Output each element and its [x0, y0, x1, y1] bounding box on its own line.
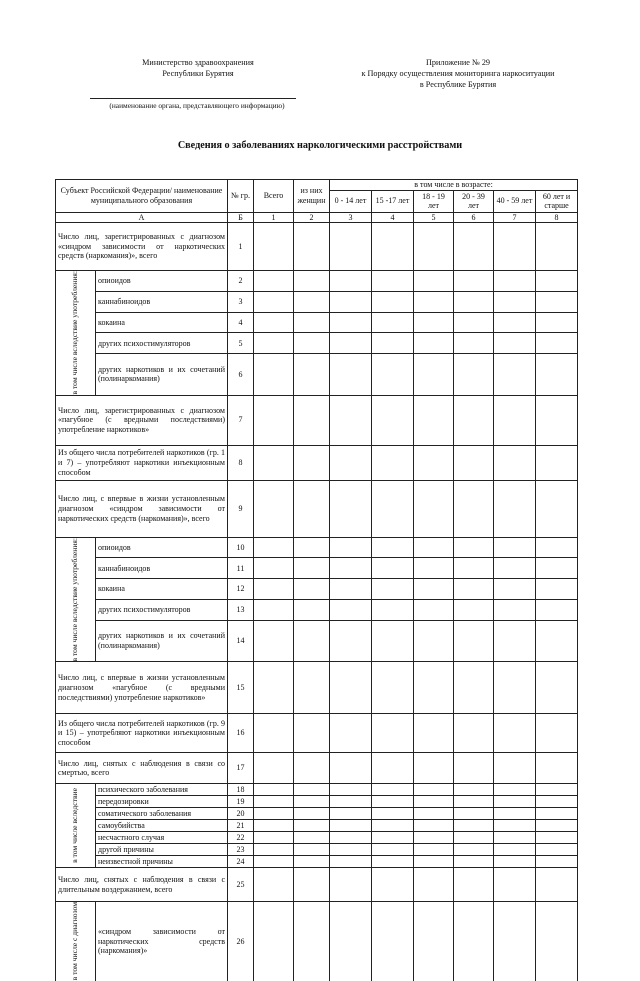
- ministry-line-2: Республики Бурятия: [162, 69, 234, 78]
- org-name-line: [90, 98, 296, 99]
- appendix-line-3: в Республике Бурятия: [419, 80, 497, 89]
- head-age-40-59: 40 - 59 лет: [494, 190, 536, 212]
- table-row: [56, 579, 578, 600]
- table-row: [56, 599, 578, 620]
- row-number: 26: [228, 902, 254, 981]
- row-label: опиоидов: [96, 271, 228, 292]
- ministry-line-1: Министерство здравоохранения: [142, 58, 254, 67]
- head-age-0-14: 0 - 14 лет: [330, 190, 372, 212]
- table-row: [56, 620, 578, 662]
- row-number: 18: [228, 784, 254, 796]
- row-label: Число лиц, с впервые в жизни установленным диагнозом «синдром зависимости от наркотических средств (наркомания)», всего: [56, 480, 228, 537]
- row-label: каннабиноидов: [96, 558, 228, 579]
- table-row: [56, 808, 578, 820]
- table-row: [56, 312, 578, 333]
- table-row: [56, 223, 578, 271]
- row-label: Из общего числа потребителей наркотиков (гр. 9 и 15) – употребляют наркотики инъекционным способом: [56, 714, 228, 753]
- row-number: 11: [228, 558, 254, 579]
- head-subject: Субъект Российской Федерации/ наименование муниципального образования: [56, 180, 228, 213]
- group-label-diagnosis: в том числе с диагнозом: [56, 902, 96, 981]
- row-number: 14: [228, 620, 254, 662]
- row-number: 19: [228, 796, 254, 808]
- col-letter: 7: [494, 212, 536, 223]
- row-number: 25: [228, 868, 254, 902]
- row-number: 20: [228, 808, 254, 820]
- row-number: 6: [228, 354, 254, 396]
- head-group-number: № гр.: [228, 180, 254, 213]
- col-letter: 6: [454, 212, 494, 223]
- col-letter: 5: [414, 212, 454, 223]
- row-label: Число лиц, зарегистрированных с диагнозом «пагубное (с вредными последствиями) употребление наркотиков»: [56, 395, 228, 445]
- row-label: психического заболевания: [96, 784, 228, 796]
- row-number: 17: [228, 753, 254, 784]
- table-row: [56, 354, 578, 396]
- row-number: 9: [228, 480, 254, 537]
- row-label: других наркотиков и их сочетаний (полинаркомания): [96, 620, 228, 662]
- row-number: 12: [228, 579, 254, 600]
- row-number: 22: [228, 832, 254, 844]
- table-row: [56, 856, 578, 868]
- row-number: 24: [228, 856, 254, 868]
- row-label: Число лиц, снятых с наблюдения в связи с длительным воздержанием, всего: [56, 868, 228, 902]
- row-number: 8: [228, 445, 254, 480]
- row-number: 16: [228, 714, 254, 753]
- table-row: [56, 796, 578, 808]
- row-number: 3: [228, 291, 254, 312]
- ministry-header: [108, 57, 288, 79]
- table-row: [56, 714, 578, 753]
- head-age-15-17: 15 -17 лет: [372, 190, 414, 212]
- row-number: 13: [228, 599, 254, 620]
- head-age-20-39: 20 - 39 лет: [454, 190, 494, 212]
- group-label-cause: в том числе вследствие: [56, 784, 96, 868]
- table-row: [56, 445, 578, 480]
- row-label: кокаина: [96, 579, 228, 600]
- table-row: [56, 844, 578, 856]
- row-number: 5: [228, 333, 254, 354]
- row-label: других психостимуляторов: [96, 333, 228, 354]
- row-label: Число лиц, снятых с наблюдения в связи со смертью, всего: [56, 753, 228, 784]
- row-number: 21: [228, 820, 254, 832]
- statistics-table: [55, 179, 578, 981]
- row-label: передозировки: [96, 796, 228, 808]
- appendix-header: [342, 57, 574, 90]
- col-letter: 4: [372, 212, 414, 223]
- row-label: кокаина: [96, 312, 228, 333]
- table-row: [56, 902, 578, 981]
- table-row: [56, 753, 578, 784]
- row-label: других психостимуляторов: [96, 599, 228, 620]
- group-label-usage-1: в том числе вследствие употребления:: [56, 271, 96, 396]
- row-label: другой причины: [96, 844, 228, 856]
- head-age-60-plus: 60 лет и старше: [536, 190, 578, 212]
- table-row: [56, 784, 578, 796]
- group-label-usage-2: в том числе вследствие употребления:: [56, 537, 96, 662]
- row-label: Число лиц, с впервые в жизни установленным диагнозом «пагубное (с вредными последствиями) употребление наркотиков»: [56, 662, 228, 714]
- row-label: неизвестной причины: [96, 856, 228, 868]
- table-row: [56, 395, 578, 445]
- col-letter: 8: [536, 212, 578, 223]
- row-label: «синдром зависимости от наркотических средств (наркомания)»: [96, 902, 228, 981]
- table-row: [56, 868, 578, 902]
- row-number: 10: [228, 537, 254, 558]
- table-row: [56, 558, 578, 579]
- row-label: несчастного случая: [96, 832, 228, 844]
- head-age-group: в том числе в возрасте:: [330, 180, 578, 191]
- table-row: [56, 333, 578, 354]
- row-label: соматического заболевания: [96, 808, 228, 820]
- row-number: 1: [228, 223, 254, 271]
- row-number: 15: [228, 662, 254, 714]
- head-total: Всего: [254, 180, 294, 213]
- col-letter: А: [56, 212, 228, 223]
- row-label: каннабиноидов: [96, 291, 228, 312]
- org-name-caption: (наименование органа, представляющего информацию): [109, 101, 285, 110]
- table-row: [56, 537, 578, 558]
- table-row: [56, 832, 578, 844]
- row-label: других наркотиков и их сочетаний (полинаркомания): [96, 354, 228, 396]
- row-number: 23: [228, 844, 254, 856]
- row-label: самоубийства: [96, 820, 228, 832]
- col-letter: 1: [254, 212, 294, 223]
- head-age-18-19: 18 - 19 лет: [414, 190, 454, 212]
- col-letter: Б: [228, 212, 254, 223]
- table-row: [56, 480, 578, 537]
- row-number: 4: [228, 312, 254, 333]
- appendix-line-1: Приложение № 29: [425, 58, 491, 67]
- row-number: 2: [228, 271, 254, 292]
- col-letter: 3: [330, 212, 372, 223]
- col-letter: 2: [294, 212, 330, 223]
- head-women: из них женщин: [294, 180, 330, 213]
- table-row: [56, 662, 578, 714]
- document-title: Сведения о заболеваниях наркологическими расстройствами: [177, 140, 463, 151]
- table-row: [56, 291, 578, 312]
- row-label: Из общего числа потребителей наркотиков (гр. 1 и 7) – употребляют наркотики инъекционным способом: [56, 445, 228, 480]
- row-number: 7: [228, 395, 254, 445]
- row-label: опиоидов: [96, 537, 228, 558]
- table-row: [56, 820, 578, 832]
- appendix-line-2: к Порядку осуществления мониторинга наркоситуации: [361, 69, 555, 78]
- row-label: Число лиц, зарегистрированных с диагнозом «синдром зависимости от наркотических средств (наркомания)», всего: [56, 223, 228, 271]
- table-row: [56, 271, 578, 292]
